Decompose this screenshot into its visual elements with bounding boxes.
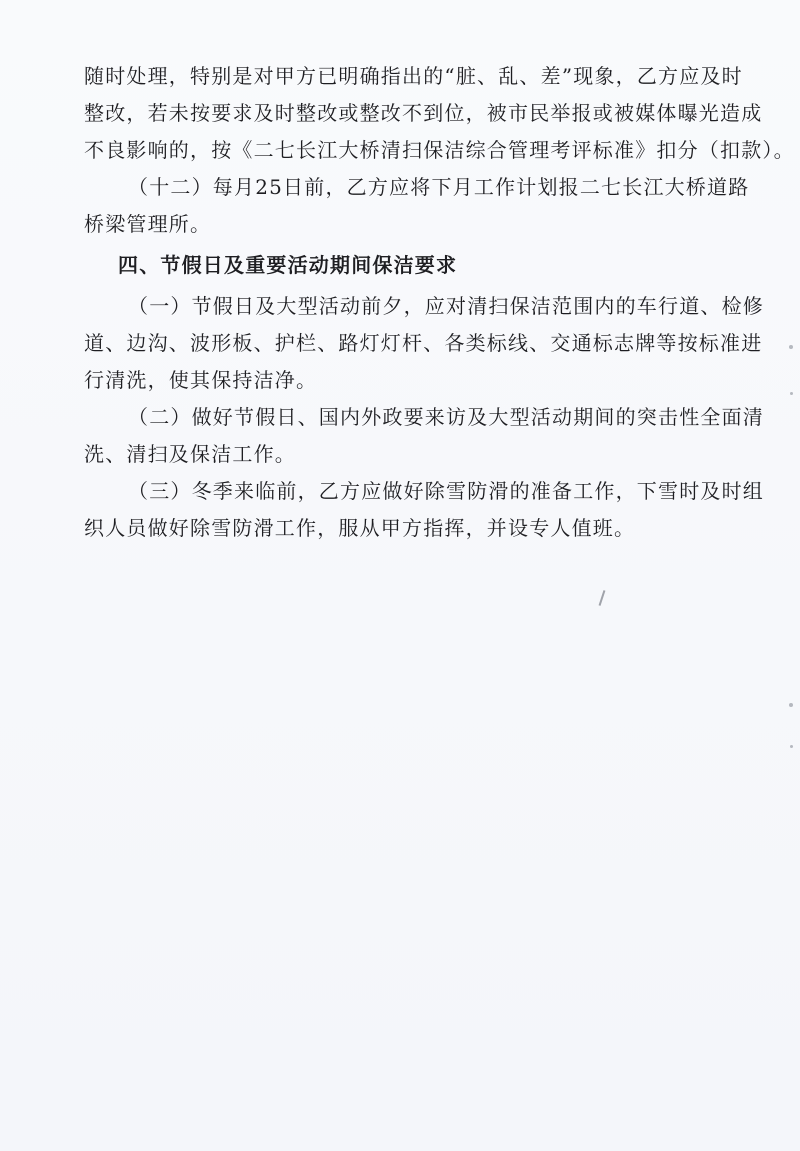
- paragraph-item-1: [84, 288, 764, 399]
- text-line: 桥梁管理所。: [84, 212, 212, 236]
- text-line: （十二）每月25日前，乙方应将下月工作计划报二七长江大桥道路: [128, 175, 750, 199]
- text-line: 整改，若未按要求及时整改或整改不到位，被市民举报或被媒体曝光造成: [84, 101, 763, 125]
- scan-speck: [790, 745, 793, 748]
- paragraph-item-2: [84, 399, 764, 473]
- paragraph-continuation: [84, 58, 795, 169]
- text-line: 道、边沟、波形板、护栏、路灯灯杆、各类标线、交通标志牌等按标准进: [84, 331, 763, 355]
- scan-scratch: [599, 590, 606, 606]
- text-line: （二）做好节假日、国内外政要来访及大型活动期间的突击性全面清: [128, 405, 764, 429]
- document-body: [84, 58, 795, 547]
- scan-speck: [789, 703, 793, 707]
- text-line: 不良影响的，按《二七长江大桥清扫保洁综合管理考评标准》扣分（扣款）。: [84, 138, 795, 162]
- scan-speck: [789, 345, 793, 349]
- paragraph-item-12: [84, 169, 750, 243]
- text-line: 织人员做好除雪防滑工作，服从甲方指挥，并设专人值班。: [84, 516, 636, 540]
- text-line: 随时处理，特别是对甲方已明确指出的“脏、乱、差”现象，乙方应及时: [84, 64, 743, 88]
- paragraph-item-3: [84, 473, 764, 547]
- scan-speck: [790, 392, 793, 395]
- text-line: 行清洗，使其保持洁净。: [84, 368, 318, 392]
- text-line: 洗、清扫及保洁工作。: [84, 442, 296, 466]
- section-heading: 四、节假日及重要活动期间保洁要求: [118, 253, 458, 277]
- text-line: （三）冬季来临前，乙方应做好除雪防滑的准备工作，下雪时及时组: [128, 479, 764, 503]
- text-line: （一）节假日及大型活动前夕，应对清扫保洁范围内的车行道、检修: [128, 294, 764, 318]
